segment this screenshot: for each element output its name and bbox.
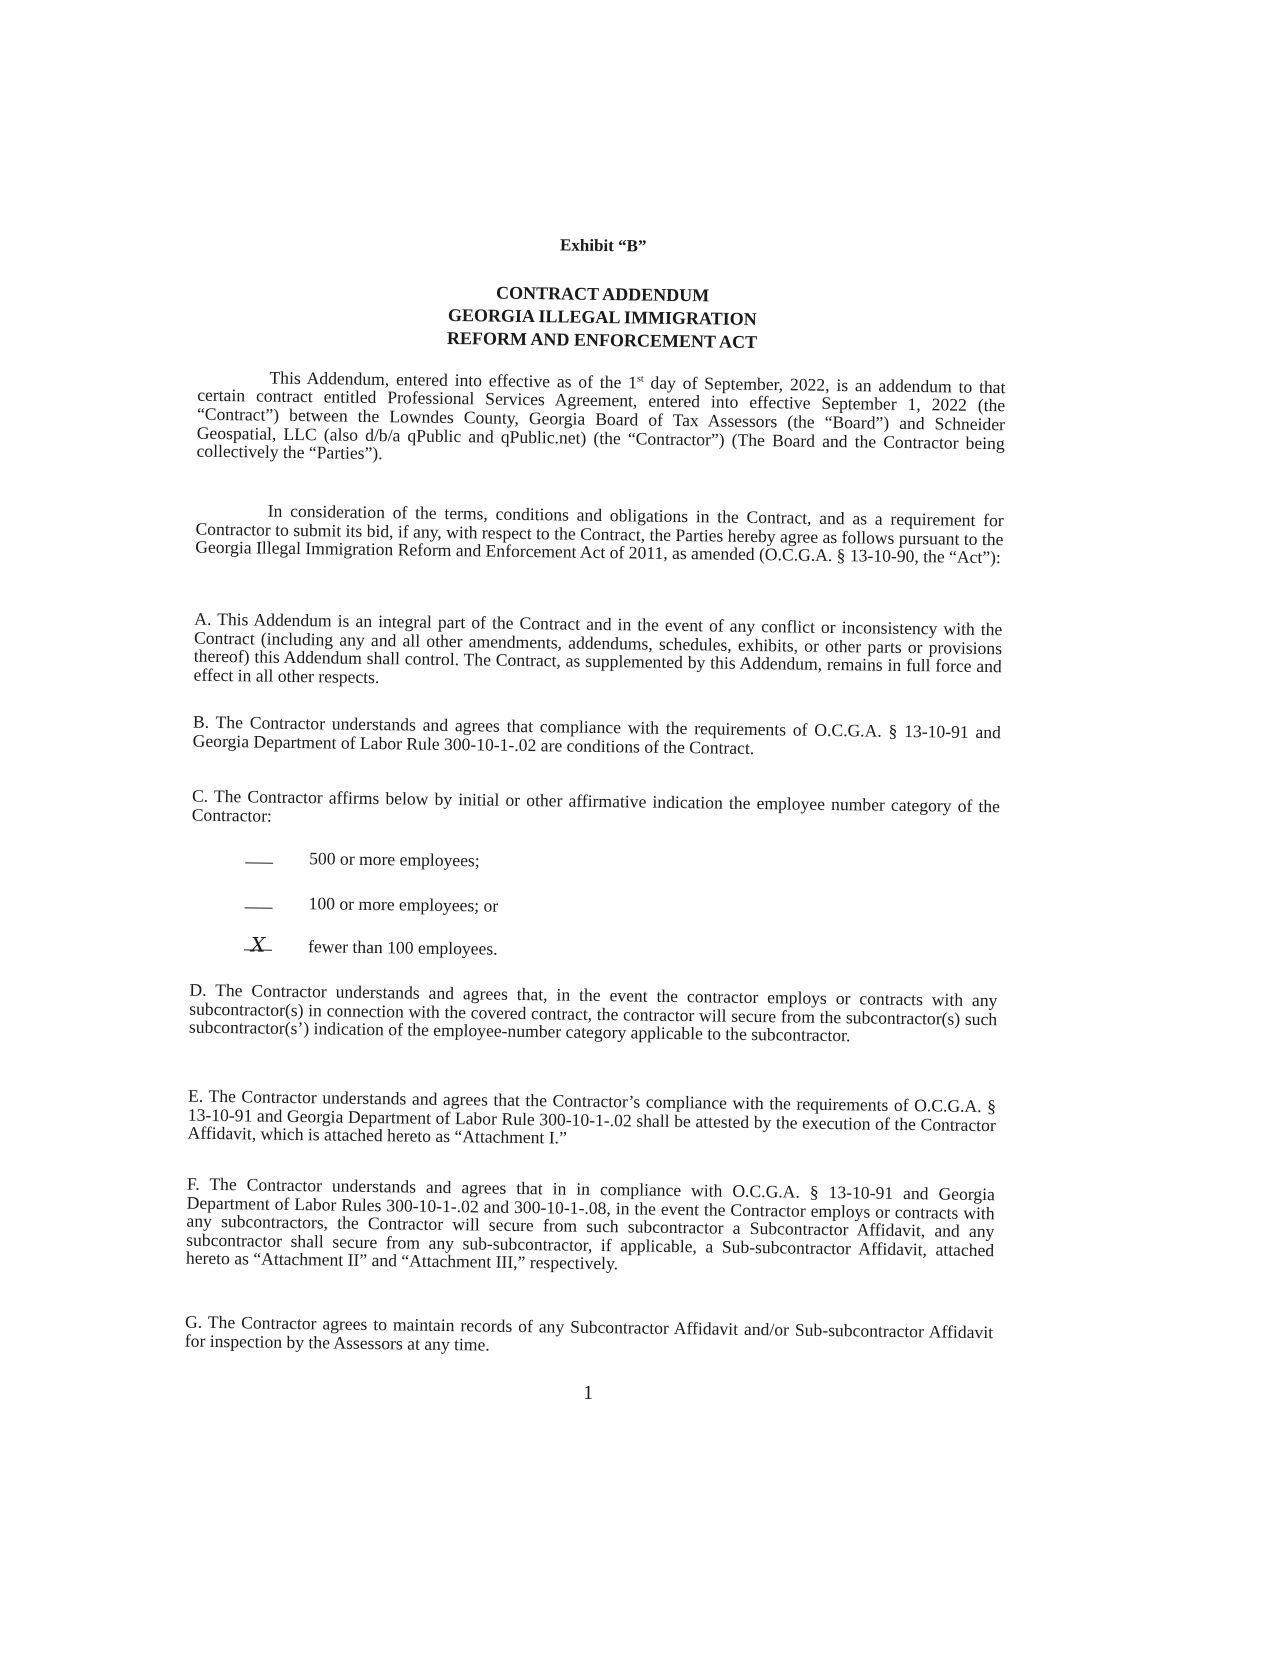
section-c: C. The Contractor affirms below by initial or other affirmative indication the employee number category of the Contractor: bbox=[191, 785, 1001, 826]
option-checkbox[interactable] bbox=[244, 932, 272, 957]
section-d: D. The Contractor understands and agrees that, in the event the contractor employs or contracts with any subcontractor(s) in connection with the covered contract, the contractor will secure from the subcontractor(s) such subcontractor(s’) indication of the employee-number category applicable to the subcontractor. bbox=[188, 979, 998, 1046]
intro-paragraph bbox=[196, 365, 1005, 471]
title-line: GEORGIA ILLEGAL IMMIGRATION bbox=[447, 304, 757, 330]
option-mark: X bbox=[250, 932, 266, 957]
section-f: F. The Contractor understands and agrees that in in compliance with O.C.G.A. § 13-10-91 and Georgia Department of Labor Rules 300-10-1-.02 and 300-10-1-.08, in the event the Contractor employs or contracts with any subcontractors, the Contractor will secure from such subcontractor a Subcontractor Affidavit, and any subcontractor shall secure from any sub-subcontractor, if applicable, a Sub-subcontractor Affidavit, attached hereto as “Attachment II” and “Attachment III,” respectively. bbox=[185, 1173, 996, 1274]
option-checkbox[interactable] bbox=[245, 893, 273, 908]
option-label: 100 or more employees; or bbox=[308, 893, 499, 916]
section-g: G. The Contractor agrees to maintain records of any Subcontractor Affidavit and/or Sub-subcontractor Affidavit for inspection by the Assessors at any time. bbox=[184, 1311, 994, 1355]
intro-sup: st bbox=[636, 373, 644, 385]
consideration-paragraph: In consideration of the terms, conditions and obligations in the Contract, and as a requirement for Contractor to submit its bid, if any, with respect to the Contract, the Parties hereby agree as follows pursuant to the Georgia Illegal Immigration Reform and Enforcement Act of 2011, as amended (O.C.G.A. § 13-10-90, the “Act”): bbox=[195, 500, 1004, 568]
title-line: CONTRACT ADDENDUM bbox=[495, 282, 710, 306]
intro-text: This Addendum, entered into effective as of the 1 bbox=[269, 367, 638, 393]
employee-option bbox=[245, 847, 480, 871]
exhibit-label: Exhibit “B” bbox=[559, 235, 647, 256]
section-a: A. This Addendum is an integral part of the Contract and in the event of any conflict or inconsistency with the Contract (including any and all other amendments, addendums, schedules, exhibits, or other parts or provisions thereof) this Addendum shall control. The Contract, as supplemented by this Addendum, remains in full force and effect in all other respects. bbox=[193, 608, 1003, 687]
employee-option bbox=[244, 932, 498, 959]
section-b: B. The Contractor understands and agrees that compliance with the requirements of O.C.G.A. § 13-10-91 and Georgia Department of Labor Rule 300-10-1-.02 are conditions of the Contract. bbox=[192, 711, 1002, 758]
employee-option bbox=[244, 892, 498, 916]
document-title bbox=[198, 278, 1007, 358]
title-line: REFORM AND ENFORCEMENT ACT bbox=[446, 327, 758, 353]
section-e: E. The Contractor understands and agrees that the Contractor’s compliance with the requirements of O.C.G.A. § 13-10-91 and Georgia Department of Labor Rule 300-10-1-.02 shall be attested by the execution of the Contractor Affidavit, which is attached hereto as “Attachment I.” bbox=[187, 1085, 997, 1148]
page-number: 1 bbox=[583, 1381, 594, 1404]
option-checkbox[interactable] bbox=[245, 848, 273, 863]
option-label: fewer than 100 employees. bbox=[307, 936, 498, 959]
intro-text-rest: day of September, 2022, is an addendum to that certain contract entitled Professional Services Agreement, entered into effective September 1, 2022 (the “Contract”) between the Lowndes County, Georgia Board of Tax Assessors (the “Board”) and Schneider Geospatial, LLC (also d/b/a qPublic and qPublic.net) (the “Contractor”) (The Board and the Contractor being collectively the “Parties”). bbox=[196, 372, 1006, 464]
option-label: 500 or more employees; bbox=[309, 848, 480, 871]
